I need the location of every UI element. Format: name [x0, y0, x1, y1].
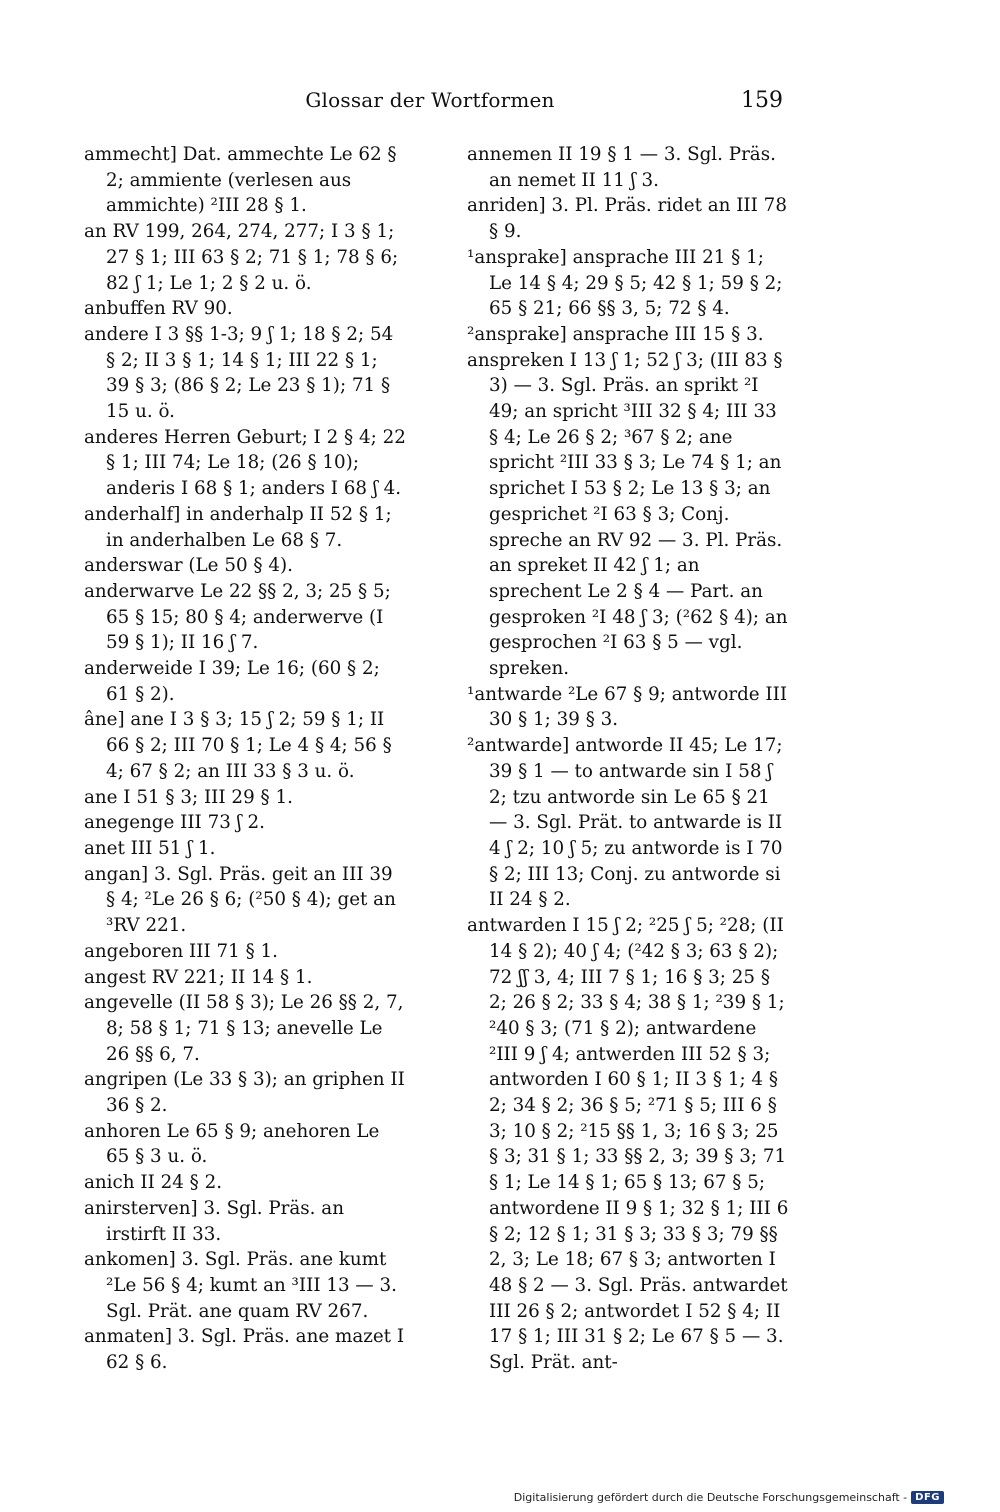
- glossary-entry: anderhalf] in anderhalp II 52 § 1; in anderhalben Le 68 § 7.: [84, 503, 392, 551]
- glossary-entry: anet III 51 ʃ 1.: [84, 837, 216, 859]
- glossary-entry: antwarden I 15 ʃ 2; ²25 ʃ 5; ²28; (II 14 § 2); 40 ʃ 4; (²42 § 3; 63 § 2); 72 ʃʃ 3, 4; III 7 § 1; 16 § 3; 25 § 2; 26 § 2; 33 § 4; 38 § 1; ²39 § 1; ²40 § 3; (71 § 2); antwardene ²III 9 ʃ 4; antwerden III 52 § 3; antworden I 60 § 1; II 3 § 1; 4 § 2; 34 § 2; 36 § 5; ²71 § 5; III 6 § 3; 10 § 2; ²15 §§ 1, 3; 16 § 3; 25 § 3; 31 § 1; 33 §§ 2, 3; 39 § 3; 71 § 1; Le 14 § 1; 65 § 13; 67 § 5; antwordene II 9 § 1; 32 § 1; III 6 § 2; 12 § 1; 31 § 3; 33 § 3; 79 §§ 2, 3; Le 18; 67 § 3; antworten I 48 § 2 — 3. Sgl. Präs. antwardet III 26 § 2; antwordet I 52 § 4; II 17 § 1; III 31 § 2; Le 67 § 5 — 3. Sgl. Prät. ant-: [467, 915, 789, 1374]
- glossary-entry: ane I 51 § 3; III 29 § 1.: [84, 786, 293, 808]
- glossary-entry: anich II 24 § 2.: [84, 1172, 223, 1194]
- running-header-title: Glossar der Wortformen: [305, 88, 555, 112]
- glossary-entry: ankomen] 3. Sgl. Präs. ane kumt ²Le 56 § 4; kumt an ³III 13 — 3. Sgl. Prät. ane quam RV 267.: [84, 1249, 397, 1322]
- digitization-credit-text: Digitalisierung gefördert durch die Deutsche Forschungsgemeinschaft -: [513, 1491, 908, 1504]
- glossary-column-right: [467, 142, 789, 1376]
- glossary-entry: anriden] 3. Pl. Präs. ridet an III 78 § 9.: [467, 195, 787, 243]
- glossary-entry: angan] 3. Sgl. Präs. geit an III 39 § 4; ²Le 26 § 6; (²50 § 4); get an ³RV 221.: [84, 863, 396, 937]
- glossary-entry: angevelle (II 58 § 3); Le 26 §§ 2, 7, 8; 58 § 1; 71 § 13; anevelle Le 26 §§ 6, 7.: [84, 992, 404, 1065]
- glossary-entry: anderweide I 39; Le 16; (60 § 2; 61 § 2).: [84, 658, 380, 705]
- glossary-entry: anderswar (Le 50 § 4).: [84, 555, 293, 577]
- glossary-entry: anbuffen RV 90.: [84, 298, 233, 320]
- glossary-entry: ²ansprake] ansprache III 15 § 3.: [467, 323, 764, 345]
- glossary-entry: angeboren III 71 § 1.: [84, 940, 278, 962]
- glossary-entry: ammecht] Dat. ammechte Le 62 § 2; ammiente (verlesen aus ammichte) ²III 28 § 1.: [84, 144, 397, 217]
- glossary-entry: anspreken I 13 ʃ 1; 52 ʃ 3; (III 83 § 3) — 3. Sgl. Präs. an sprikt ²I 49; an spricht ³III 32 § 4; III 33 § 4; Le 26 § 2; ³67 § 2; ane spricht ²III 33 § 3; Le 74 § 1; an sprichet I 53 § 2; Le 13 § 3; an gesprichet ²I 63 § 3; Conj. spreche an RV 92 — 3. Pl. Präs. an spreket II 42 ʃ 1; an sprechent Le 2 § 4 — Part. an gesproken ²I 48 ʃ 3; (²62 § 4); an gesprochen ²I 63 § 5 — vgl. spreken.: [467, 349, 788, 680]
- glossary-entry: anegenge III 73 ʃ 2.: [84, 812, 265, 834]
- glossary-entry: angripen (Le 33 § 3); an griphen II 36 § 2.: [84, 1069, 405, 1117]
- page-number: 159: [741, 88, 783, 113]
- glossary-entry: ¹antwarde ²Le 67 § 9; antworde III 30 § 1; 39 § 3.: [467, 683, 788, 731]
- digitization-credit: [514, 1491, 944, 1504]
- glossary-entry: annemen II 19 § 1 — 3. Sgl. Präs. an nemet II 11 ʃ 3.: [467, 144, 776, 191]
- glossary-entry: âne] ane I 3 § 3; 15 ʃ 2; 59 § 1; II 66 § 2; III 70 § 1; Le 4 § 4; 56 § 4; 67 § 2; an III 33 § 3 u. ö.: [84, 709, 392, 782]
- glossary-entry: anhoren Le 65 § 9; anehoren Le 65 § 3 u. ö.: [84, 1120, 380, 1168]
- dfg-logo: DFG: [911, 1491, 944, 1504]
- glossary-entry: anderes Herren Geburt; I 2 § 4; 22 § 1; III 74; Le 18; (26 § 10); anderis I 68 § 1; anders I 68 ʃ 4.: [84, 426, 406, 500]
- glossary-column-left: [84, 142, 406, 1376]
- glossary-entry: angest RV 221; II 14 § 1.: [84, 966, 313, 988]
- glossary-entry: anmaten] 3. Sgl. Präs. ane mazet I 62 § 6.: [84, 1326, 405, 1374]
- glossary-entry: anderwarve Le 22 §§ 2, 3; 25 § 5; 65 § 15; 80 § 4; anderwerve (I 59 § 1); II 16 ʃ 7.: [84, 580, 391, 654]
- glossary-entry: ²antwarde] antworde II 45; Le 17; 39 § 1 — to antwarde sin I 58 ʃ 2; tzu antworde sin Le 65 § 21 — 3. Sgl. Prät. to antwarde is II 4 ʃ 2; 10 ʃ 5; zu antworde is I 70 § 2; III 13; Conj. zu antworde si II 24 § 2.: [467, 735, 783, 911]
- glossary-entry: andere I 3 §§ 1-3; 9 ʃ 1; 18 § 2; 54 § 2; II 3 § 1; 14 § 1; III 22 § 1; 39 § 3; (86 § 2; Le 23 § 1); 71 § 15 u. ö.: [84, 323, 394, 423]
- glossary-entry: anirsterven] 3. Sgl. Präs. an irstirft II 33.: [84, 1197, 344, 1245]
- glossary-entry: an RV 199, 264, 274, 277; I 3 § 1; 27 § 1; III 63 § 2; 71 § 1; 78 § 6; 82 ʃ 1; Le 1; 2 § 2 u. ö.: [84, 221, 399, 294]
- glossary-entry: ¹ansprake] ansprache III 21 § 1; Le 14 § 4; 29 § 5; 42 § 1; 59 § 2; 65 § 21; 66 §§ 3, 5; 72 § 4.: [467, 246, 783, 320]
